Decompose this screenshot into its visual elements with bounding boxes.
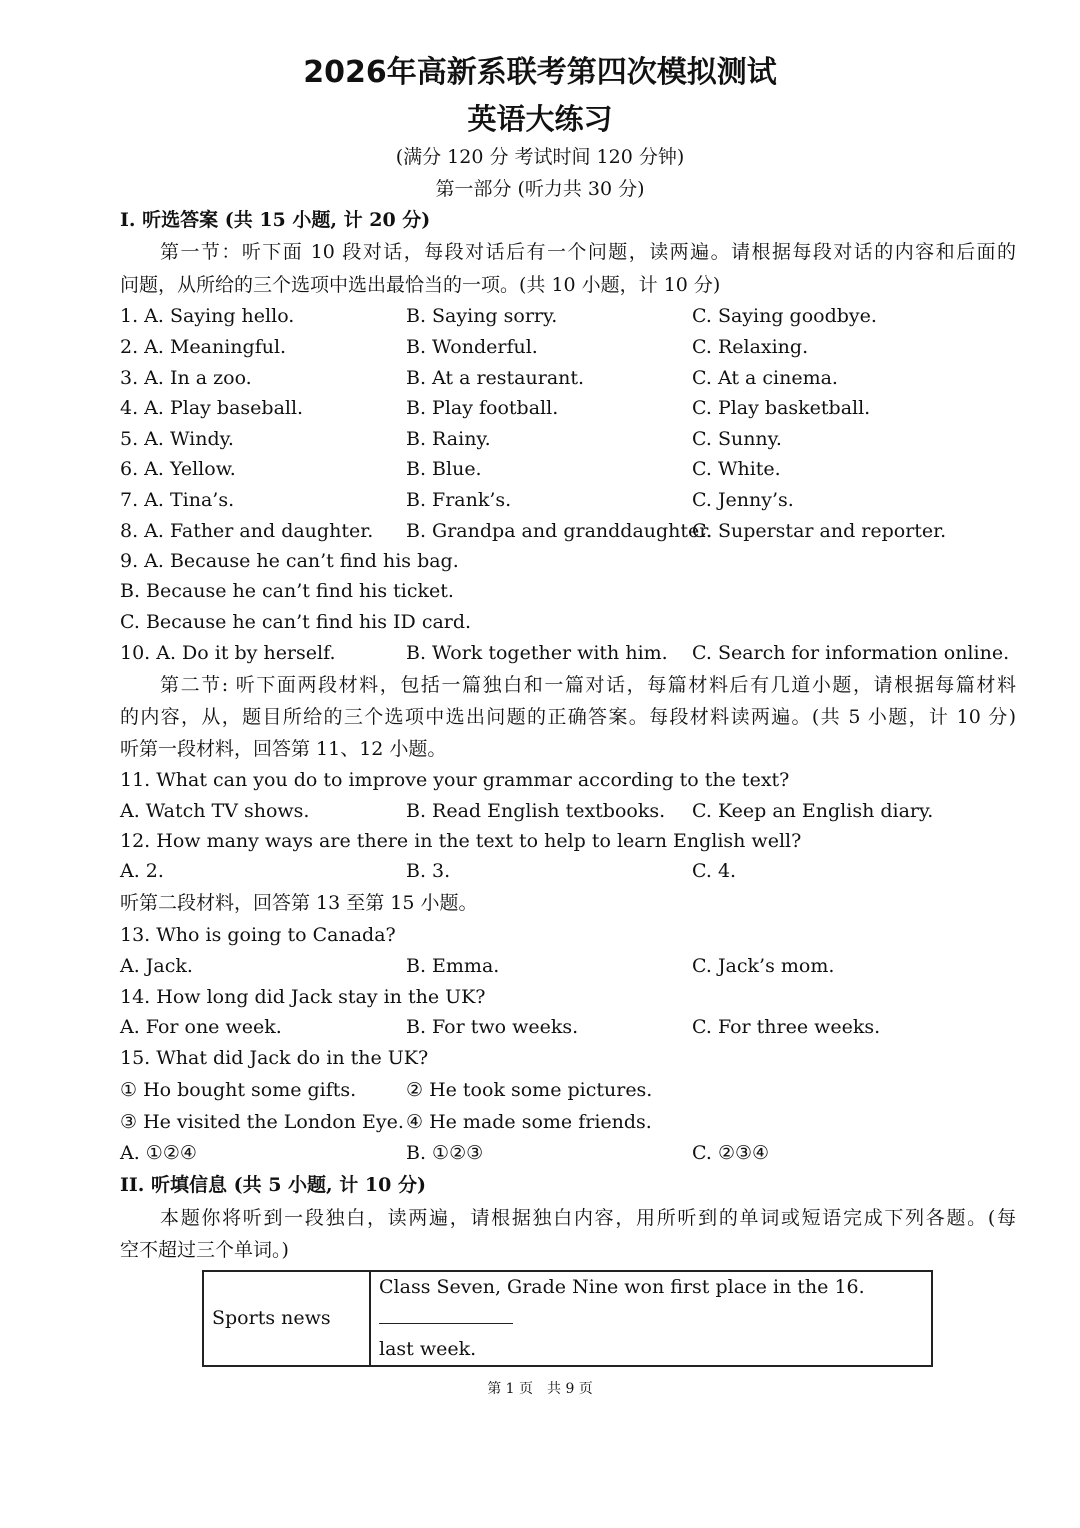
q6-option-b: B. Blue. bbox=[406, 458, 482, 480]
exam-subtitle: 英语大练习 bbox=[467, 102, 613, 136]
part-one-heading: 第一部分 (听力共 30 分) bbox=[435, 178, 645, 200]
q10-option-a: 10. A. Do it by herself. bbox=[120, 642, 336, 664]
q5-option-a: 5. A. Windy. bbox=[120, 428, 234, 450]
q12-option-b: B. 3. bbox=[406, 860, 451, 882]
q4-option-b: B. Play football. bbox=[406, 397, 559, 419]
q3-option-b: B. At a restaurant. bbox=[406, 367, 585, 389]
q8-option-b: B. Grandpa and granddaughter. bbox=[406, 520, 713, 542]
q6-option-c: C. White. bbox=[692, 458, 781, 480]
part1-intro-line1: 第一节：听下面 10 段对话，每段对话后有一个问题，读两遍。请根据每段对话的内容和后面的 bbox=[160, 241, 1016, 263]
q9-option-a: 9. A. Because he can’t find his bag. bbox=[120, 550, 459, 572]
q14-option-a: A. For one week. bbox=[120, 1016, 282, 1038]
material-1-note: 听第一段材料，回答第 11、12 小题。 bbox=[120, 738, 447, 760]
q11-stem: 11. What can you do to improve your grammar according to the text? bbox=[120, 769, 790, 791]
exam-title: 2026年高新系联考第四次模拟测试 bbox=[303, 55, 777, 90]
q14-stem: 14. How long did Jack stay in the UK? bbox=[120, 986, 486, 1008]
q1-option-c: C. Saying goodbye. bbox=[692, 305, 877, 327]
q15-statement-4: ④ He made some friends. bbox=[406, 1111, 652, 1133]
q10-option-b: B. Work together with him. bbox=[406, 642, 668, 664]
q15-stem: 15. What did Jack do in the UK? bbox=[120, 1047, 429, 1069]
q9-option-b: B. Because he can’t find his ticket. bbox=[120, 580, 454, 602]
q7-option-c: C. Jenny’s. bbox=[692, 489, 794, 511]
page-footer: 第 1 页 共 9 页 bbox=[487, 1381, 593, 1397]
q4-option-c: C. Play basketball. bbox=[692, 397, 871, 419]
q15-statement-1: ① Ho bought some gifts. bbox=[120, 1079, 357, 1101]
q1-option-b: B. Saying sorry. bbox=[406, 305, 558, 327]
q9-option-c: C. Because he can’t find his ID card. bbox=[120, 611, 472, 633]
q2-option-a: 2. A. Meaningful. bbox=[120, 336, 287, 358]
section-2-intro-line2: 空不超过三个单词。) bbox=[120, 1239, 289, 1261]
q11-option-a: A. Watch TV shows. bbox=[120, 800, 310, 822]
q12-option-c: C. 4. bbox=[692, 860, 737, 882]
q10-option-c: C. Search for information online. bbox=[692, 642, 1010, 664]
q13-option-b: B. Emma. bbox=[406, 955, 500, 977]
q14-option-b: B. For two weeks. bbox=[406, 1016, 579, 1038]
q13-option-a: A. Jack. bbox=[120, 955, 193, 977]
sports-news-content bbox=[370, 1271, 932, 1366]
q14-option-c: C. For three weeks. bbox=[692, 1016, 881, 1038]
q13-option-c: C. Jack’s mom. bbox=[692, 955, 835, 977]
q15-option-a: A. ①②④ bbox=[120, 1142, 197, 1164]
q11-option-b: B. Read English textbooks. bbox=[406, 800, 666, 822]
part2-intro-line1: 第二节: 听下面两段材料，包括一篇独白和一篇对话，每篇材料后有几道小题，请根据每篇材料 bbox=[160, 674, 1016, 696]
q2-option-c: C. Relaxing. bbox=[692, 336, 809, 358]
q3-option-c: C. At a cinema. bbox=[692, 367, 838, 389]
q11-option-c: C. Keep an English diary. bbox=[692, 800, 934, 822]
section-2-intro-line1: 本题你将听到一段独白，读两遍，请根据独白内容，用所听到的单词或短语完成下列各题。(每 bbox=[160, 1207, 1016, 1229]
material-2-note: 听第二段材料，回答第 13 至第 15 小题。 bbox=[120, 892, 478, 914]
q2-option-b: B. Wonderful. bbox=[406, 336, 538, 358]
answer-blank-16[interactable] bbox=[379, 1305, 513, 1324]
q8-option-a: 8. A. Father and daughter. bbox=[120, 520, 374, 542]
q15-option-b: B. ①②③ bbox=[406, 1142, 484, 1164]
q1-option-a: 1. A. Saying hello. bbox=[120, 305, 295, 327]
q8-option-c: C. Superstar and reporter. bbox=[692, 520, 947, 542]
q15-statement-3: ③ He visited the London Eye. bbox=[120, 1111, 404, 1133]
q15-statement-2: ② He took some pictures. bbox=[406, 1079, 653, 1101]
section-2-heading: II. 听填信息 (共 5 小题, 计 10 分) bbox=[120, 1174, 426, 1196]
q7-option-a: 7. A. Tina’s. bbox=[120, 489, 235, 511]
part1-intro-line2: 问题，从所给的三个选项中选出最恰当的一项。(共 10 小题，计 10 分) bbox=[120, 274, 721, 296]
q13-stem: 13. Who is going to Canada? bbox=[120, 924, 396, 946]
q7-option-b: B. Frank’s. bbox=[406, 489, 512, 511]
sports-news-text-2: last week. bbox=[379, 1338, 477, 1360]
sports-news-table bbox=[202, 1270, 933, 1367]
section-1-heading: I. 听选答案 (共 15 小题, 计 20 分) bbox=[120, 209, 431, 231]
sports-news-text-1: Class Seven, Grade Nine won first place in the 16. bbox=[379, 1276, 865, 1298]
q12-option-a: A. 2. bbox=[120, 860, 164, 882]
part2-intro-line2: 的内容，从，题目所给的三个选项中选出问题的正确答案。每段材料读两遍。(共 5 小题，计 10 分) bbox=[120, 706, 1016, 728]
score-time-note: (满分 120 分 考试时间 120 分钟) bbox=[395, 146, 685, 168]
q4-option-a: 4. A. Play baseball. bbox=[120, 397, 304, 419]
q12-stem: 12. How many ways are there in the text to help to learn English well? bbox=[120, 830, 802, 852]
q15-option-c: C. ②③④ bbox=[692, 1142, 770, 1164]
q5-option-b: B. Rainy. bbox=[406, 428, 491, 450]
q5-option-c: C. Sunny. bbox=[692, 428, 782, 450]
sports-news-label: Sports news bbox=[203, 1271, 370, 1366]
q6-option-a: 6. A. Yellow. bbox=[120, 458, 236, 480]
q3-option-a: 3. A. In a zoo. bbox=[120, 367, 252, 389]
